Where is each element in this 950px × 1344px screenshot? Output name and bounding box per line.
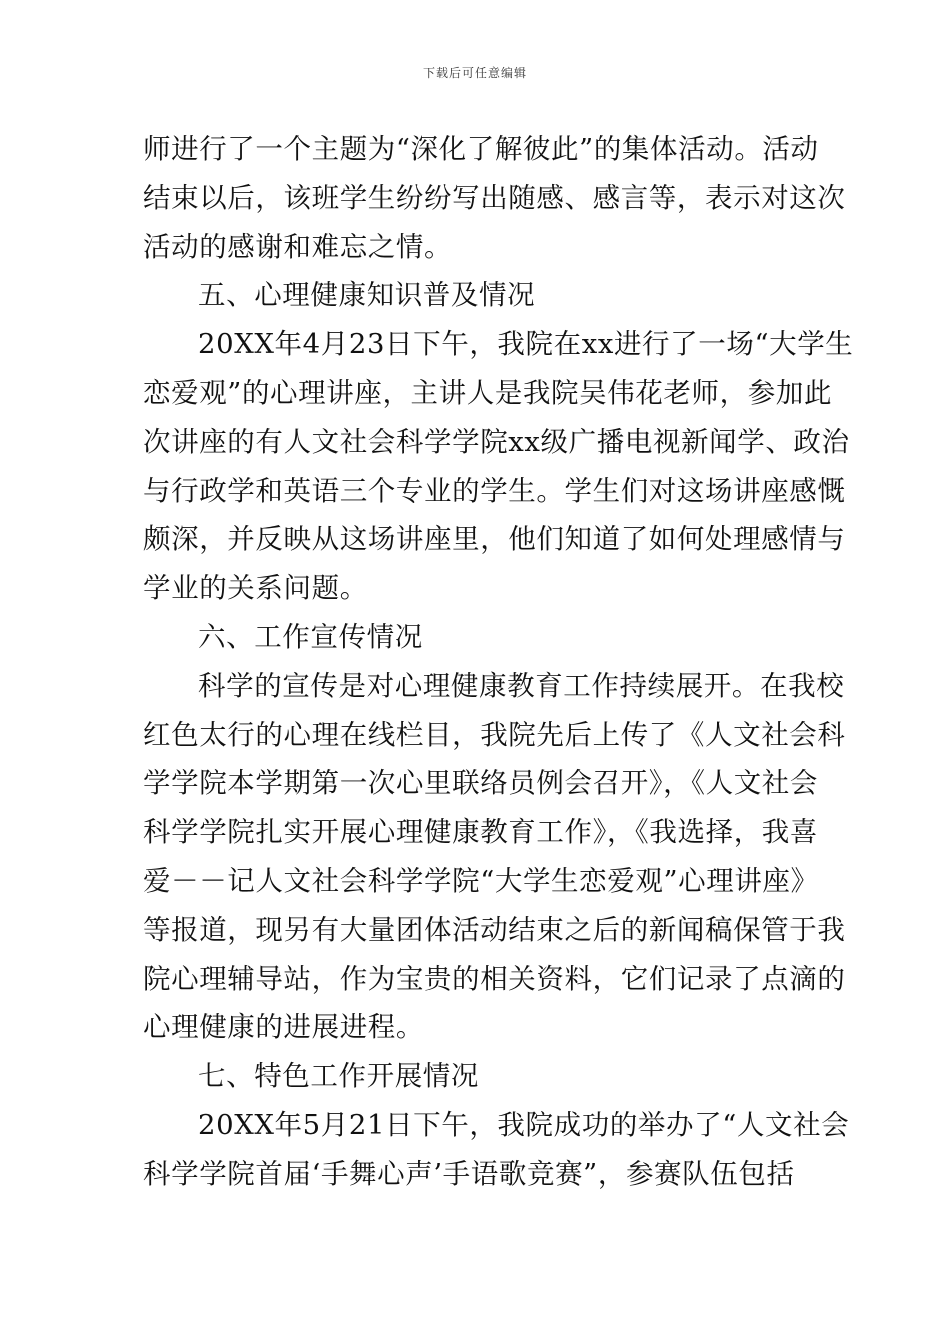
text-line: 科学学院首届‘手舞心声’手语歌竞赛”，参赛队伍包括	[143, 1157, 795, 1190]
text-line: 红色太行的心理在线栏目，我院先后上传了《人文社会科	[143, 718, 846, 751]
text-line: 与行政学和英语三个专业的学生。学生们对这场讲座感慨	[143, 474, 846, 507]
text-line: 20XX年5月21日下午，我院成功的举办了“人文社会	[198, 1108, 850, 1141]
text-line: 活动的感谢和难忘之情。	[143, 230, 453, 263]
text-line: 爱－－记人文社会科学学院“大学生恋爱观”心理讲座》	[143, 864, 819, 897]
text-line: 科学学院扎实开展心理健康教育工作》，《我选择，我喜	[143, 816, 818, 849]
text-line: 恋爱观”的心理讲座，主讲人是我院吴伟花老师，参加此	[143, 376, 833, 409]
text-line: 学业的关系问题。	[143, 572, 368, 605]
text-line: 师进行了一个主题为“深化了解彼此”的集体活动。活动	[143, 133, 819, 165]
text-line: 等报道，现另有大量团体活动结束之后的新闻稿保管于我	[143, 913, 846, 946]
section-heading: 六、工作宣传情况	[198, 620, 423, 653]
text-line: 科学的宣传是对心理健康教育工作持续展开。在我校	[198, 669, 845, 702]
section-heading: 七、特色工作开展情况	[198, 1060, 479, 1093]
document-body	[143, 125, 854, 1199]
text-line: 颇深，并反映从这场讲座里，他们知道了如何处理感情与	[143, 523, 846, 556]
text-line: 20XX年4月23日下午，我院在xx进行了一场“大学生	[198, 328, 854, 361]
text-line: 结束以后，该班学生纷纷写出随感、感言等，表示对这次	[143, 181, 846, 214]
page-header-note: 下载后可任意编辑	[422, 66, 527, 80]
text-line: 院心理辅导站，作为宝贵的相关资料，它们记录了点滴的	[143, 962, 846, 995]
text-line: 次讲座的有人文社会科学学院xx级广播电视新闻学、政治	[143, 425, 850, 458]
text-line: 心理健康的进展进程。	[143, 1011, 424, 1044]
section-heading: 五、心理健康知识普及情况	[198, 279, 536, 312]
text-line: 学学院本学期第一次心里联络员例会召开》，《人文社会	[143, 767, 818, 800]
